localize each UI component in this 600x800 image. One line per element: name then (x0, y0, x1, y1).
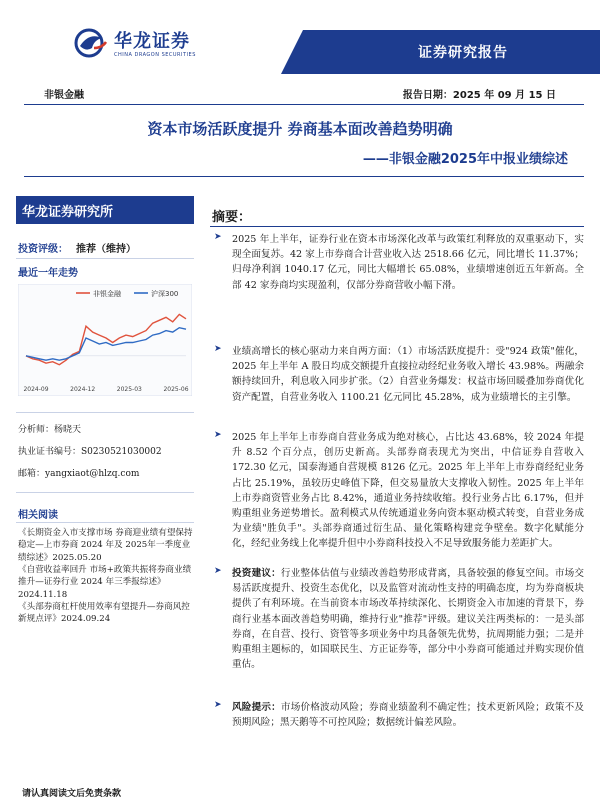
dragon-logo-icon (74, 28, 108, 58)
header-banner (303, 30, 600, 74)
related-reading-label: 相关阅读 (18, 510, 58, 521)
related-report-item[interactable]: 《头部券商杠杆使用效率有望提升—券商风控新规点评》2024.09.24 (18, 602, 190, 625)
title-divider (24, 176, 584, 177)
rating-label: 投资评级： (18, 244, 68, 255)
x-tick-label: 2024-09 (23, 386, 49, 393)
header-divider (24, 104, 584, 105)
price-trend-chart (18, 284, 192, 396)
report-date: 报告日期：2025 年 09 月 15 日 (402, 90, 556, 101)
summary-heading: 摘要： (212, 210, 252, 225)
related-report-item[interactable]: 《自营收益率回升 市场+政策共振将券商业绩推升—证券行业 2024 年三季报综述》2024.11.18 (18, 565, 192, 600)
x-tick-label: 2025-06 (163, 386, 189, 393)
report-title: 资本市场活跃度提升 券商基本面改善趋势明确 (147, 120, 453, 138)
bullet-text: 2025 年上半年，证券行业在资本市场深化改革与政策红利释放的双重驱动下，实现全面复苏。42 家上市券商合计营业收入达 2518.66 亿元，同比增长 11.37%；归母净利润 1040.17 亿元，同比大幅增长 65.08%，业绩增速创近五年新高。全部 42 家券商均实现盈利，仅部分券商营收小幅下滑。 (232, 234, 584, 291)
analyst-email[interactable]: 邮箱：yangxiaot@hlzq.com (18, 469, 140, 479)
institute-banner (16, 196, 194, 224)
sidebar-divider-2 (16, 412, 194, 413)
investment-rating (18, 240, 136, 255)
company-logo (74, 26, 224, 62)
summary-divider (210, 226, 584, 227)
chart-frame (18, 284, 192, 396)
analyst-name: 分析师：杨晓天 (18, 425, 82, 435)
sidebar-divider-4 (16, 522, 194, 523)
report-type-label: 证券研究报告 (418, 45, 508, 61)
bullet-arrow-icon: ➤ (214, 430, 222, 440)
bullet-text: 业绩高增长的核心驱动力来自两方面：（1）市场活跃度提升：受"924 政策"催化，2025 年上半年 A 股日均成交额提升直接拉动经纪业务收入增长 43.98%。两融余额持续回升，利息收入同步扩张。（2）自营业务爆发：权益市场回暖叠加券商优化资产配置，自营业务收入 1100.21 亿元同比 45.28%，成为业绩增长的主引擎。 (232, 346, 584, 403)
bullet-arrow-icon: ➤ (214, 344, 222, 354)
bullet-arrow-icon: ➤ (214, 232, 222, 242)
sidebar-divider (16, 258, 194, 259)
logo-english-name: CHINA DRAGON SECURITIES (114, 52, 196, 58)
industry-label: 非银金融 (44, 90, 84, 101)
disclaimer-footer: 请认真阅读文后免责条款 (22, 789, 122, 799)
institute-name: 华龙证券研究所 (22, 205, 114, 220)
legend-label: 沪深300 (151, 290, 179, 298)
x-tick-label: 2024-12 (70, 386, 96, 393)
logo-chinese-name: 华龙证券 (114, 31, 190, 52)
bullet-arrow-icon: ➤ (214, 700, 222, 710)
related-report-item[interactable]: 《长期资金入市支撑市场 券商迎业绩有望保持稳定—上市券商 2024 年及 2025年一季度业绩综述》2025.05.20 (18, 528, 193, 563)
bullet-text: 风险提示：市场价格波动风险；券商业绩盈利不确定性；技术更新风险；政策不及预期风险；黑天鹅等不可控风险；数据统计偏差风险。 (232, 702, 585, 729)
bullet-text: 2025 年上半年上市券商自营业务成为绝对核心，占比达 43.68%，较 2024 年提升 8.52 个百分点，创历史新高。头部券商表现尤为突出，中信证券自营收入 172.30 亿元，国泰海通自营规模 8126 亿元。2025 年上半年上市券商经纪业务占比 25.19%，虽较历史峰值下降，但交易量放大支撑收入韧性。2025 年上半年上市券商资管业务占比 8.42%，通道业务持续收缩。投行业务占比 6.17%，但并购重组业务逆势增长。盈利模式从传统通道业务向资本驱动模式转变，自营业务成为业绩"胜负手"。头部券商通过衍生品、量化策略构建竞争壁垒。数字化赋能分化，经纪业务线上化率提升但中小券商科技投入不足导致服务能力差距扩大。 (232, 432, 584, 550)
bullet-text: 投资建议：行业整体估值与业绩改善趋势形成背离，具备较强的修复空间。市场交易活跃度提升、投资生态优化，以及监管对流动性支持的明确态度，均为券商板块提供了有利环境。在当前资本市场改革持续深化、长期资金入市加速的背景下，券商行业基本面改善趋势明确，维持行业"推荐"评级。建议关注两类标的：一是头部券商，在自营、投行、资管等多项业务中均具备领先优势，抗周期能力强；二是并购重组主题标的，如国联民生、方正证券等，部分中小券商可能通过并购实现价值重估。 (232, 568, 585, 671)
license-number: 执业证书编号：S0230521030002 (18, 447, 162, 457)
trend-label: 最近一年走势 (18, 268, 78, 279)
legend-label: 非银金融 (93, 290, 121, 298)
rating-value: 推荐（维持） (76, 244, 136, 255)
report-subtitle: ——非银金融2025年中报业绩综述 (362, 152, 568, 167)
x-tick-label: 2025-03 (116, 386, 142, 393)
sidebar-divider-3 (16, 492, 194, 493)
bullet-arrow-icon: ➤ (214, 566, 222, 576)
